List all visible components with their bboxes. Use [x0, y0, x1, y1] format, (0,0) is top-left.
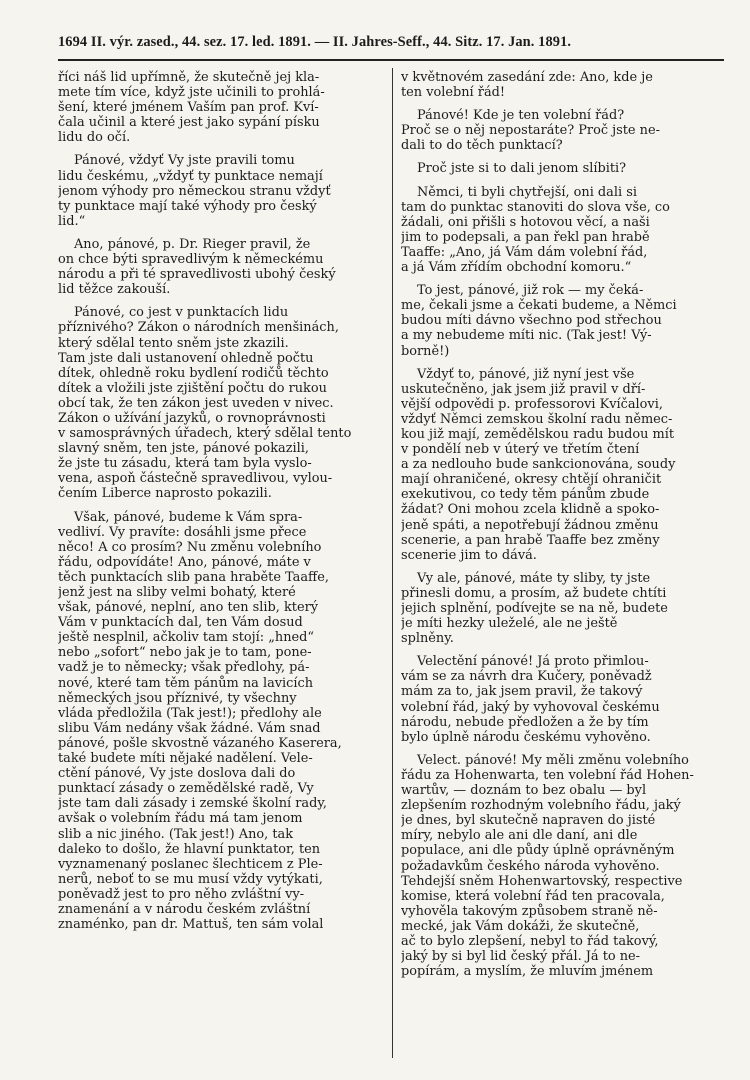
text-line: slib a nic jiného. (Tak jest!) Ano, tak: [58, 826, 294, 842]
text-line: komise, která volební řád ten pracovala,: [401, 888, 665, 904]
text-line: ač to bylo zlepšení, nebyl to řád takový,: [401, 933, 659, 949]
text-line: vám se za návrh dra Kučery, poněvadž: [401, 669, 652, 685]
paragraph: [58, 237, 388, 297]
text-line: kou již mají, zemědělskou radu budou mít: [401, 426, 675, 442]
text-line: ty punktace mají také výhody pro český: [58, 198, 317, 214]
text-line: a za nedlouho bude sankcionována, soudy: [401, 457, 676, 473]
text-line: punktací zásady o zemědělské radě, Vy: [58, 781, 314, 797]
paragraph: [58, 153, 388, 228]
paragraph: [58, 305, 388, 501]
text-line: řádu za Hohenwarta, ten volební řád Hohen-: [401, 767, 694, 783]
text-line: Vždyť to, pánové, již nyní jest vše: [417, 366, 635, 382]
text-line: vyhověla takovým způsobem straně ně-: [401, 903, 658, 919]
text-line: Velectění pánové! Já proto přimlou-: [417, 654, 649, 670]
text-line: Vám v punktacích dal, ten Vám dosud: [58, 615, 303, 631]
text-line: slavný sněm, ten jste, pánové pokazili,: [58, 441, 309, 457]
page-header: [58, 34, 724, 56]
text-line: pánové, pošle skvostně vázaného Kaserera,: [58, 735, 342, 751]
text-line: Proč se o něj nepostaráte? Proč jste ne-: [401, 123, 660, 139]
text-line: To jest, pánové, již rok — my čeká-: [417, 283, 644, 299]
text-line: Pánové, co jest v punktacích lidu: [74, 305, 289, 321]
text-line: Pánové, vždyť Vy jste pravili tomu: [74, 153, 295, 169]
running-head: 1694 II. výr. zased., 44. sez. 17. led. 1891. — II. Jahres-Seff., 44. Sitz. 17. Jan. 1891.: [58, 34, 572, 50]
text-line: exekutivou, co tedy těm pánům zbude: [401, 487, 650, 503]
text-line: požadavkům českého národa vyhověno.: [401, 858, 660, 874]
text-line: říci náš lid upřímně, že skutečně jej kla-: [58, 70, 320, 85]
paragraph: [401, 108, 731, 153]
text-line: vždyť Němci zemskou školní radu němec-: [401, 411, 673, 427]
text-line: čením Liberce naprosto pokazili.: [58, 486, 272, 502]
text-line: Zákon o užívání jazyků, o rovnoprávnosti: [58, 410, 326, 426]
text-line: v pondělí neb v úterý ve třetím čtení: [401, 442, 640, 458]
text-line: vláda předložila (Tak jest!); předlohy ale: [58, 705, 322, 721]
text-line: dítek, ohledně roku bydlení rodičů těchto: [58, 365, 329, 381]
text-line: přinesli domu, a prosím, až budete chtíti: [401, 585, 667, 601]
text-line: Pánové! Kde je ten volební řád?: [417, 108, 625, 124]
text-line: vena, aspoň částečně spravedlivou, vylou-: [58, 471, 333, 487]
text-line: poněvadž jest to pro něho zvláštní vy-: [58, 886, 305, 902]
text-line: jeně spáti, a nepotřebují žádnou změnu: [401, 517, 659, 533]
text-line: lidu českému, „vždyť ty punktace nemají: [58, 168, 323, 184]
text-line: národu a při té spravedlivosti ubohý český: [58, 267, 336, 283]
text-line: dali to do těch punktací?: [401, 138, 563, 154]
paragraph: [401, 654, 731, 745]
text-line: wartův, — doznám to bez obalu — byl: [401, 783, 647, 799]
text-line: míry, nebylo ale ani dle daní, ani dle: [401, 828, 638, 844]
text-line: obcí tak, že ten zákon jest uveden v nivec.: [58, 395, 334, 411]
text-line: dítek a vložili jste zjištění počtu do rukou: [58, 380, 327, 396]
text-line: splněny.: [401, 631, 454, 647]
text-line: nerů, neboť to se mu musí vždy vytýkati,: [58, 871, 323, 887]
text-line: je míti hezky uleželé, ale ne ještě: [401, 616, 618, 632]
text-line: mecké, jak Vám dokáži, že skutečně,: [401, 918, 640, 934]
paragraph: [401, 283, 731, 358]
paragraph: [401, 571, 731, 646]
text-line: vější odpovědi p. professorovi Kvíčalovi,: [401, 396, 663, 412]
text-line: nové, které tam těm pánům na lavicích: [58, 675, 314, 691]
paragraph: [401, 70, 731, 100]
text-line: řádu, odpovídáte! Ano, pánové, máte v: [58, 554, 311, 570]
text-line: Němci, ti byli chytřejší, oni dali si: [417, 184, 637, 200]
text-line: Tehdejší sněm Hohenwartovský, respective: [401, 873, 683, 889]
text-line: národu, nebude předložen a že by tím: [401, 714, 649, 730]
text-line: jenom výhody pro německou stranu vždyť: [58, 183, 331, 199]
text-line: Taaffe: „Ano, já Vám dám volební řád,: [401, 244, 648, 260]
text-line: zlepšením rozhodným volebního řádu, jaký: [401, 798, 681, 814]
text-line: avšak o volebním řádu má tam jenom: [58, 811, 303, 827]
text-line: popírám, a myslím, že mluvím jménem: [401, 964, 654, 980]
text-line: a my nebudeme míti nic. (Tak jest! Vý-: [401, 328, 652, 344]
text-line: me, čekali jsme a čekati budeme, a Němci: [401, 298, 677, 314]
text-line: populace, ani dle půdy úplně oprávněným: [401, 843, 675, 859]
text-line: žádali, oni přišli s hotovou věcí, a naši: [401, 214, 650, 230]
text-line: daleko to došlo, že hlavní punktator, ten: [58, 841, 321, 857]
text-line: nebo „sofort“ nebo jak je to tam, pone-: [58, 645, 312, 661]
text-line: ještě nesplnil, ačkoliv tam stojí: „hned“: [58, 630, 314, 646]
text-line: že jste tu zásadu, která tam byla vyslo-: [58, 456, 312, 472]
text-line: mají ohraničené, okresy chtějí ohraničit: [401, 472, 662, 488]
text-line: ctění pánové, Vy jste doslova dali do: [58, 766, 296, 782]
text-line: v samosprávných úřadech, který sdělal tento: [58, 426, 352, 442]
text-line: také budete míti nějaké nadělení. Vele-: [58, 751, 313, 767]
text-line: Vy ale, pánové, máte ty sliby, ty jste: [417, 570, 651, 586]
text-line: Velect. pánové! My měli změnu volebního: [417, 752, 689, 768]
text-line: lid.“: [58, 213, 86, 229]
text-line: Však, pánové, budeme k Vám spra-: [74, 509, 303, 525]
text-line: mám za to, jak jsem pravil, že takový: [401, 684, 643, 700]
text-line: těch punktacích slib pana hraběte Taaffe,: [58, 569, 329, 585]
text-line: lidu do očí.: [58, 130, 131, 146]
text-line: Ano, pánové, p. Dr. Rieger pravil, že: [74, 236, 311, 252]
text-line: tam do punktac stanoviti do slova vše, co: [401, 199, 670, 215]
paragraph: [401, 367, 731, 563]
text-line: něco! A co prosím? Nu změnu volebního: [58, 539, 322, 555]
text-line: jim to podepsali, a pan řekl pan hrabě: [401, 229, 650, 245]
paragraph: [58, 70, 388, 145]
text-line: borně!): [401, 343, 450, 359]
text-line: však, pánové, neplní, ano ten slib, který: [58, 600, 319, 616]
text-line: znaménko, pan dr. Mattuš, ten sám volal: [58, 917, 324, 933]
text-line: který sdělal tento sněm jste zkazili.: [58, 335, 289, 351]
text-line: bylo úplně národu českému vyhověno.: [401, 729, 651, 745]
paragraph: [401, 753, 731, 979]
text-line: vedliví. Vy pravíte: dosáhli jsme přece: [58, 524, 307, 540]
text-line: uskutečněno, jak jsem již pravil v dří-: [401, 381, 646, 397]
text-line: žádat? Oni mohou zcela klidně a spoko-: [401, 502, 660, 518]
text-line: ten volební řád!: [401, 85, 506, 101]
text-line: on chce býti spravedlivým k německému: [58, 252, 324, 268]
header-rule: [58, 59, 724, 61]
text-line: Tam jste dali ustanovení ohledně počtu: [58, 350, 314, 366]
text-line: Proč jste si to dali jenom slíbiti?: [417, 161, 627, 177]
text-line: jenž jest na sliby velmi bohatý, které: [58, 585, 296, 600]
paragraph: [401, 161, 731, 176]
left-column: [58, 70, 388, 1060]
text-line: volební řád, jaký by vyhovoval českému: [401, 699, 660, 715]
text-line: a já Vám zřídím obchodní komoru.“: [401, 260, 632, 276]
text-line: německých jsou příznivé, ty všechny: [58, 690, 297, 706]
text-line: vyznamenaný poslanec šlechticem z Ple-: [58, 856, 323, 872]
text-line: vadž je to německy; však předlohy, pá-: [58, 660, 310, 676]
text-line: lid těžce zakouší.: [58, 282, 171, 298]
text-line: šení, které jménem Vaším pan prof. Kví-: [58, 100, 319, 116]
text-line: je dnes, byl skutečně napraven do jisté: [401, 813, 656, 829]
paragraph: [401, 185, 731, 276]
column-divider: [392, 68, 393, 1058]
text-line: příznivého? Zákon o národních menšinách,: [58, 320, 339, 336]
text-line: scenerie, a pan hrabě Taaffe bez změny: [401, 532, 660, 548]
paragraph: [58, 510, 388, 933]
text-line: budou míti dávno všechno pod střechou: [401, 313, 662, 329]
text-line: čala učinil a které jest jako sypání písku: [58, 115, 320, 131]
text-line: scenerie jim to dává.: [401, 547, 537, 563]
text-line: mete tím více, když jste učinili to prohlá-: [58, 85, 325, 101]
text-line: znamenání a v národu českém zvláštní: [58, 901, 311, 917]
text-line: v květnovém zasedání zde: Ano, kde je: [401, 70, 653, 85]
text-line: jste tam dali zásady i zemské školní rady,: [58, 796, 328, 812]
text-line: jejich splnění, podívejte se na ně, budete: [401, 601, 668, 616]
right-column: [401, 70, 731, 1060]
text-line: slibu Vám nedány však žádné. Vám snad: [58, 720, 321, 736]
text-line: jaký by si byl lid český přál. Já to ne-: [401, 949, 641, 965]
